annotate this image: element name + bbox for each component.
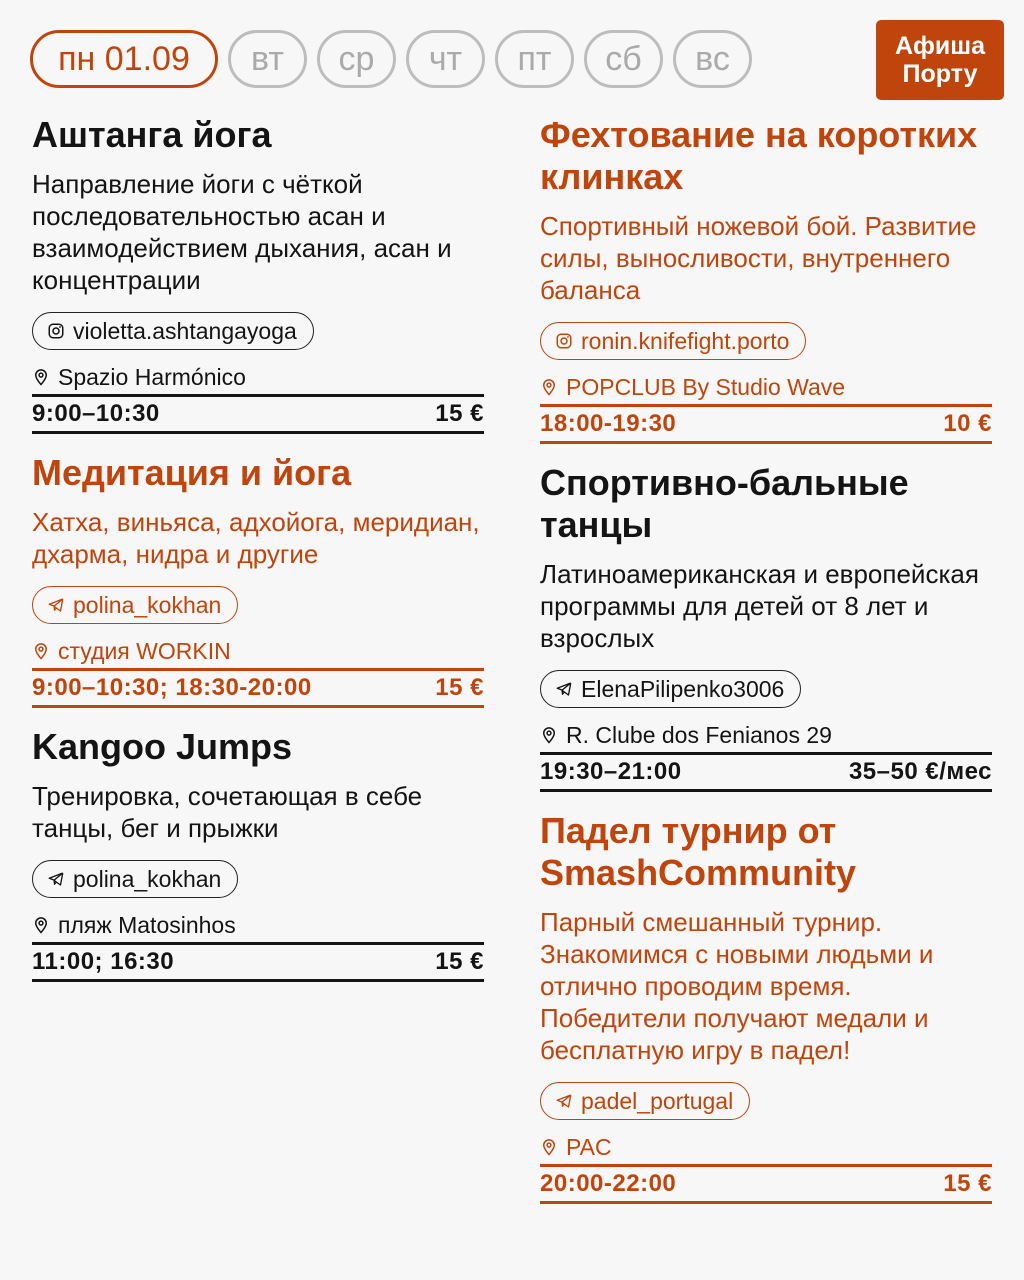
day-pill-thu[interactable]: чт	[406, 30, 485, 88]
social-handle-link[interactable]	[540, 670, 801, 708]
day-pill-fri[interactable]: пт	[495, 30, 574, 88]
day-selector	[30, 30, 752, 88]
event-description: Хатха, виньяса, адхойога, меридиан, дхарма, нидра и другие	[32, 507, 480, 569]
event-time-price-bar	[540, 752, 992, 792]
event-location	[540, 722, 992, 748]
event-title: Аштанга йога	[32, 114, 272, 155]
event-time: 11:00; 16:30	[32, 948, 175, 975]
event-price: 15 €	[435, 400, 484, 427]
location-pin-icon	[32, 916, 50, 934]
day-pill-sun[interactable]: вс	[673, 30, 752, 88]
telegram-icon	[47, 870, 65, 888]
event-title: Медитация и йога	[32, 452, 352, 493]
event-time: 19:30–21:00	[540, 758, 682, 785]
social-handle-text: ronin.knifefight.porto	[581, 327, 790, 354]
logo-line-1: Афиша	[894, 32, 986, 60]
event-time-price-bar	[540, 1164, 992, 1204]
event-title: Фехтование на коротких клинках	[540, 114, 978, 197]
event-card	[540, 114, 992, 444]
day-pill-mon[interactable]: пн 01.09	[30, 30, 218, 88]
event-description: Направление йоги с чёткой последовательностью асан и взаимодействием дыхания, асан и концентрации	[32, 169, 452, 295]
event-description: Латиноамериканская и европейская программы для детей от 8 лет и взрослых	[540, 559, 979, 653]
location-pin-icon	[32, 368, 50, 386]
event-card	[32, 452, 484, 708]
afisha-porto-logo	[876, 20, 1004, 100]
event-title: Спортивно-бальные танцы	[540, 462, 909, 545]
social-handle-link[interactable]	[32, 312, 314, 350]
telegram-icon	[555, 680, 573, 698]
day-pill-sat[interactable]: сб	[584, 30, 663, 88]
location-text: R. Clube dos Fenianos 29	[566, 722, 832, 748]
event-title: Падел турнир от SmashCommunity	[540, 810, 857, 893]
event-description: Тренировка, сочетающая в себе танцы, бег и прыжки	[32, 781, 423, 843]
location-pin-icon	[540, 378, 558, 396]
day-pill-tue[interactable]: вт	[228, 30, 307, 88]
event-location	[32, 364, 484, 390]
event-time: 20:00-22:00	[540, 1170, 677, 1197]
event-time: 9:00–10:30; 18:30-20:00	[32, 674, 312, 701]
social-handle-text: polina_kokhan	[73, 591, 222, 618]
social-handle-text: padel_portugal	[581, 1087, 734, 1114]
social-handle-link[interactable]	[540, 1082, 750, 1120]
event-price: 15 €	[943, 1170, 992, 1197]
event-title: Kangoo Jumps	[32, 726, 293, 767]
event-description: Спортивный ножевой бой. Развитие силы, выносливости, внутреннего баланса	[540, 211, 977, 305]
event-price: 15 €	[435, 674, 484, 701]
instagram-icon	[555, 332, 573, 350]
location-text: пляж Matosinhos	[58, 912, 236, 938]
event-location	[540, 1134, 992, 1160]
social-handle-link[interactable]	[32, 860, 238, 898]
event-location	[32, 912, 484, 938]
event-location	[32, 638, 484, 664]
event-time: 9:00–10:30	[32, 400, 160, 427]
event-time: 18:00-19:30	[540, 410, 677, 437]
left-column	[32, 114, 484, 1000]
event-time-price-bar	[32, 668, 484, 708]
location-text: Spazio Harmónico	[58, 364, 246, 390]
event-description: Парный смешанный турнир. Знакомимся с новыми людьми и отлично проводим время. Победители получают медали и бесплатную игру в падел!	[540, 907, 934, 1065]
social-handle-link[interactable]	[32, 586, 238, 624]
telegram-icon	[555, 1092, 573, 1110]
social-handle-link[interactable]	[540, 322, 806, 360]
event-time-price-bar	[32, 394, 484, 434]
event-card	[32, 114, 484, 434]
location-pin-icon	[540, 1138, 558, 1156]
social-handle-text: polina_kokhan	[73, 865, 222, 892]
location-text: PAC	[566, 1134, 612, 1160]
location-text: студия WORKIN	[58, 638, 231, 664]
telegram-icon	[47, 596, 65, 614]
location-pin-icon	[32, 642, 50, 660]
event-price: 10 €	[943, 410, 992, 437]
event-time-price-bar	[540, 404, 992, 444]
event-price: 15 €	[435, 948, 484, 975]
event-card	[540, 810, 992, 1204]
location-text: POPCLUB By Studio Wave	[566, 374, 846, 400]
social-handle-text: ElenaPilipenko3006	[581, 675, 785, 702]
event-card	[540, 462, 992, 792]
event-card	[32, 726, 484, 982]
logo-line-2: Порту	[902, 60, 978, 88]
right-column	[540, 114, 992, 1222]
social-handle-text: violetta.ashtangayoga	[73, 317, 297, 344]
location-pin-icon	[540, 726, 558, 744]
event-location	[540, 374, 992, 400]
event-time-price-bar	[32, 942, 484, 982]
day-pill-wed[interactable]: ср	[317, 30, 396, 88]
instagram-icon	[47, 322, 65, 340]
event-price: 35–50 €/мес	[848, 758, 992, 785]
